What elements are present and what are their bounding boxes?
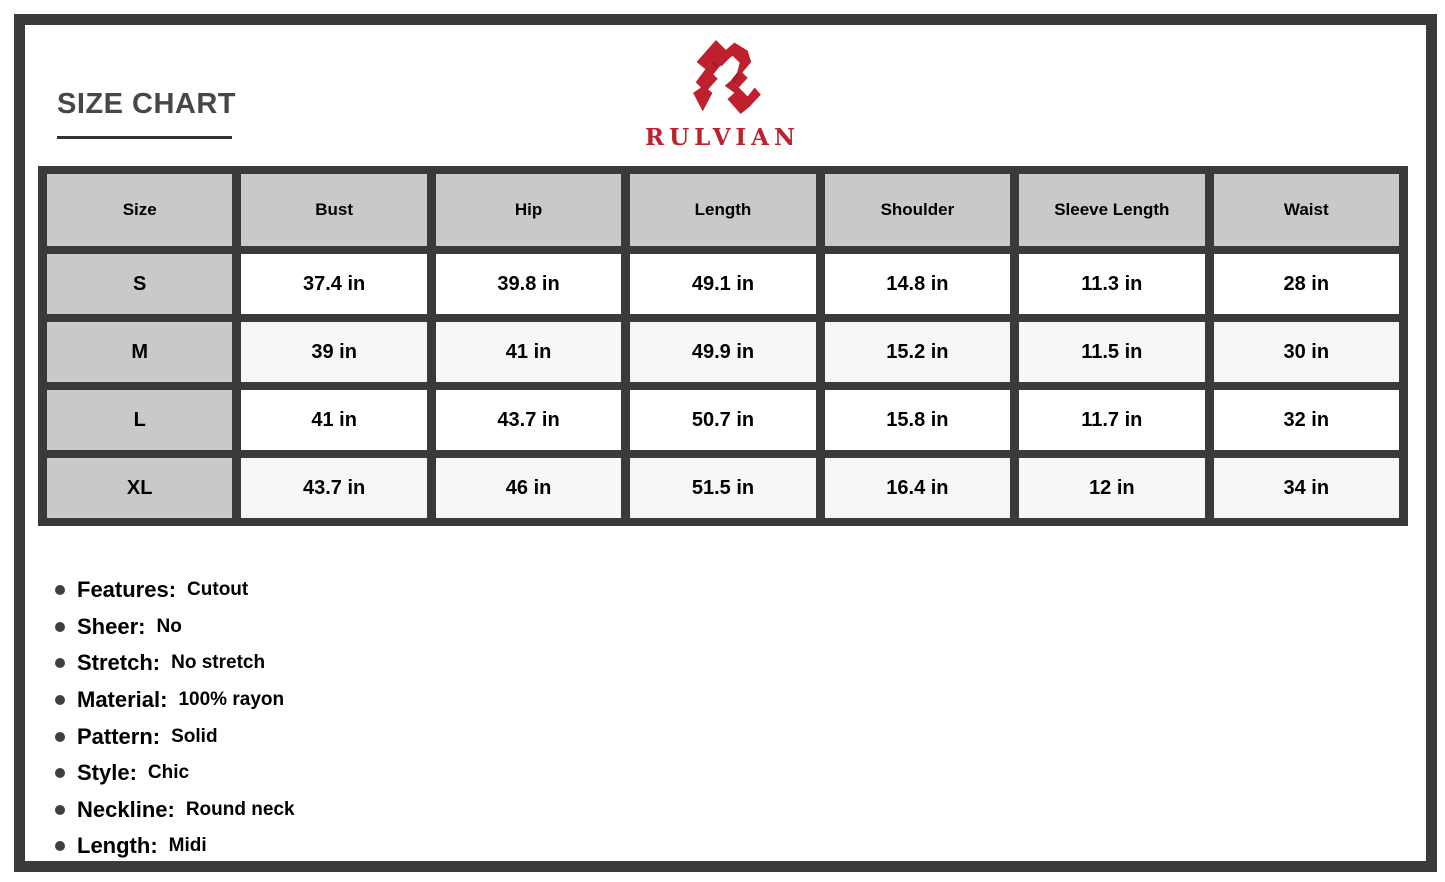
measurement-cell: 30 in	[1214, 322, 1399, 382]
size-label-cell: XL	[47, 458, 232, 518]
measurement-cell: 32 in	[1214, 390, 1399, 450]
measurement-cell: 43.7 in	[436, 390, 621, 450]
measurement-cell: 15.8 in	[825, 390, 1010, 450]
detail-label: Stretch:	[77, 650, 161, 676]
bullet-icon	[55, 768, 65, 778]
brand-wordmark: RULVIAN	[644, 124, 801, 151]
detail-label: Pattern:	[77, 723, 161, 749]
detail-label: Style:	[77, 760, 137, 786]
bullet-icon	[55, 695, 65, 705]
column-header: Waist	[1214, 174, 1399, 246]
detail-value: Round neck	[185, 798, 295, 820]
measurement-cell: 34 in	[1214, 458, 1399, 518]
measurement-cell: 11.3 in	[1019, 254, 1204, 314]
detail-value: No stretch	[171, 652, 266, 674]
bullet-icon	[55, 585, 65, 595]
detail-value: Solid	[171, 725, 218, 747]
detail-item	[55, 792, 295, 829]
table-row	[47, 322, 1399, 382]
table-header-row	[47, 174, 1399, 246]
measurement-cell: 41 in	[241, 390, 426, 450]
detail-value: No	[156, 615, 182, 637]
measurement-cell: 39 in	[241, 322, 426, 382]
detail-value: Cutout	[187, 579, 249, 601]
size-label-cell: L	[47, 390, 232, 450]
bullet-icon	[55, 658, 65, 668]
measurement-cell: 49.9 in	[630, 322, 815, 382]
measurement-cell: 14.8 in	[825, 254, 1010, 314]
title-underline	[57, 136, 232, 139]
measurement-cell: 15.2 in	[825, 322, 1010, 382]
table-row	[47, 458, 1399, 518]
measurement-cell: 28 in	[1214, 254, 1399, 314]
measurement-cell: 41 in	[436, 322, 621, 382]
column-header: Length	[630, 174, 815, 246]
measurement-cell: 50.7 in	[630, 390, 815, 450]
measurement-cell: 16.4 in	[825, 458, 1010, 518]
detail-label: Neckline:	[77, 796, 175, 822]
measurement-cell: 49.1 in	[630, 254, 815, 314]
measurement-cell: 37.4 in	[241, 254, 426, 314]
detail-label: Sheer:	[77, 613, 146, 639]
detail-item	[55, 682, 295, 719]
page-title: SIZE CHART	[57, 88, 236, 120]
brand-logo	[603, 33, 843, 151]
column-header: Hip	[436, 174, 621, 246]
detail-value: Midi	[168, 835, 207, 857]
detail-label: Length:	[77, 833, 158, 859]
table-body	[47, 254, 1399, 518]
measurement-cell: 11.7 in	[1019, 390, 1204, 450]
detail-item	[55, 609, 295, 646]
measurement-cell: 11.5 in	[1019, 322, 1204, 382]
column-header: Sleeve Length	[1019, 174, 1204, 246]
detail-value: 100% rayon	[178, 689, 285, 711]
bullet-icon	[55, 732, 65, 742]
bullet-icon	[55, 622, 65, 632]
rulvian-r-monogram-icon	[679, 33, 767, 121]
bullet-icon	[55, 805, 65, 815]
title-block	[57, 88, 236, 139]
measurement-cell: 51.5 in	[630, 458, 815, 518]
detail-item	[55, 645, 295, 682]
column-header: Shoulder	[825, 174, 1010, 246]
bullet-icon	[55, 841, 65, 851]
size-label-cell: M	[47, 322, 232, 382]
size-chart-table	[38, 166, 1408, 526]
size-label-cell: S	[47, 254, 232, 314]
detail-item	[55, 828, 295, 865]
detail-item	[55, 755, 295, 792]
measurement-cell: 39.8 in	[436, 254, 621, 314]
column-header: Size	[47, 174, 232, 246]
detail-label: Features:	[77, 577, 177, 603]
table-row	[47, 390, 1399, 450]
measurement-cell: 43.7 in	[241, 458, 426, 518]
measurement-cell: 12 in	[1019, 458, 1204, 518]
product-details-list	[55, 572, 295, 865]
detail-item	[55, 572, 295, 609]
measurement-cell: 46 in	[436, 458, 621, 518]
column-header: Bust	[241, 174, 426, 246]
table-row	[47, 254, 1399, 314]
detail-item	[55, 718, 295, 755]
detail-value: Chic	[147, 762, 190, 784]
detail-label: Material:	[77, 687, 168, 713]
